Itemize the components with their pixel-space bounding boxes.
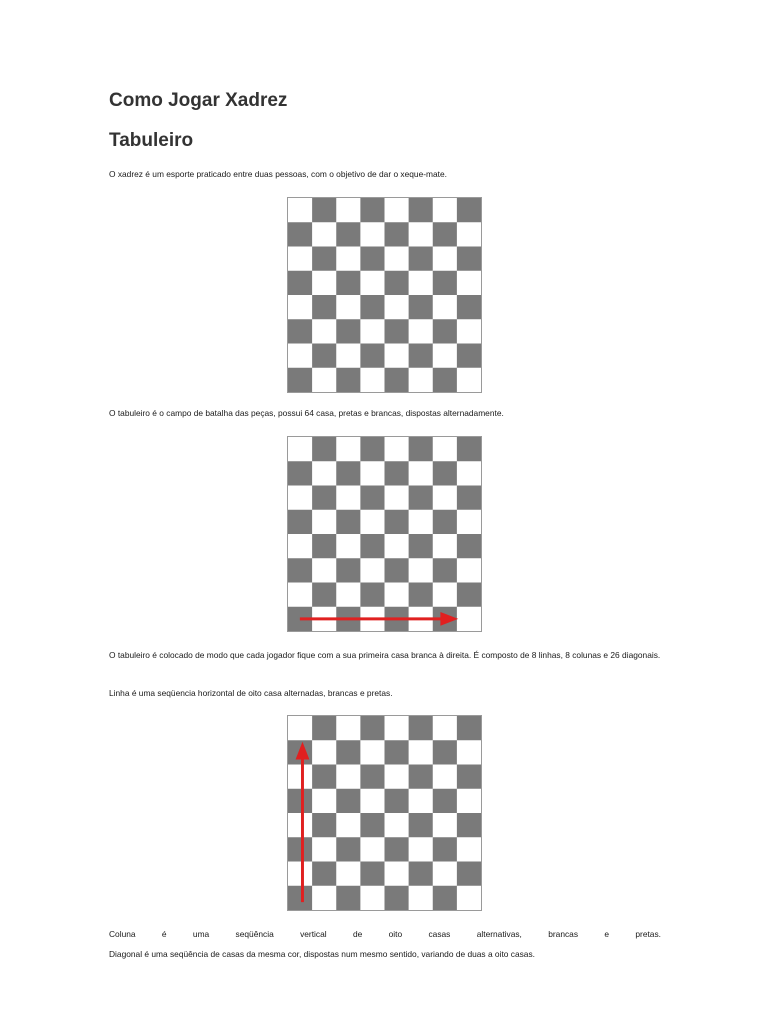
dark-square xyxy=(360,765,384,790)
dark-square xyxy=(288,368,312,392)
dark-square xyxy=(336,368,360,392)
light-square xyxy=(385,765,409,790)
light-square xyxy=(457,886,481,910)
light-square xyxy=(288,813,312,838)
light-square xyxy=(312,558,336,583)
dark-square xyxy=(336,461,360,486)
dark-square xyxy=(312,534,336,559)
light-square xyxy=(312,740,336,765)
dark-square xyxy=(360,534,384,559)
dark-square xyxy=(336,222,360,247)
dark-square xyxy=(385,222,409,247)
dark-square xyxy=(360,862,384,887)
dark-square xyxy=(288,222,312,247)
light-square xyxy=(336,862,360,887)
light-square xyxy=(433,765,457,790)
column-word: Coluna xyxy=(109,929,136,939)
dark-square xyxy=(360,344,384,369)
light-square xyxy=(336,344,360,369)
light-square xyxy=(336,437,360,462)
light-square xyxy=(288,295,312,320)
column-word: e xyxy=(604,929,610,939)
light-square xyxy=(433,437,457,462)
light-square xyxy=(360,368,384,392)
light-square xyxy=(409,558,433,583)
light-square xyxy=(433,295,457,320)
column-word: de xyxy=(352,929,363,939)
light-square xyxy=(385,344,409,369)
paragraph-column xyxy=(109,929,661,939)
light-square xyxy=(409,740,433,765)
light-square xyxy=(385,583,409,608)
light-square xyxy=(385,534,409,559)
light-square xyxy=(433,716,457,741)
light-square xyxy=(288,534,312,559)
dark-square xyxy=(409,765,433,790)
dark-square xyxy=(433,368,457,392)
dark-square xyxy=(288,558,312,583)
dark-square xyxy=(457,344,481,369)
light-square xyxy=(360,886,384,910)
light-square xyxy=(312,510,336,535)
paragraph-placement: O tabuleiro é colocado de modo que cada jogador fique com a sua primeira casa branca à direita. É composto de 8 linhas, 8 colunas e 26 diagonais. xyxy=(109,650,661,660)
dark-square xyxy=(336,837,360,862)
dark-square xyxy=(360,486,384,511)
dark-square xyxy=(312,198,336,223)
light-square xyxy=(457,319,481,344)
light-square xyxy=(336,583,360,608)
paragraph-line: Linha é uma seqüencia horizontal de oito casa alternadas, brancas e pretas. xyxy=(109,688,393,698)
dark-square xyxy=(336,886,360,910)
dark-square xyxy=(312,583,336,608)
light-square xyxy=(312,368,336,392)
dark-square xyxy=(457,198,481,223)
dark-square xyxy=(360,295,384,320)
light-square xyxy=(312,271,336,296)
light-square xyxy=(409,271,433,296)
light-square xyxy=(433,198,457,223)
dark-square xyxy=(385,789,409,814)
dark-square xyxy=(312,862,336,887)
dark-square xyxy=(312,716,336,741)
dark-square xyxy=(288,461,312,486)
dark-square xyxy=(409,716,433,741)
light-square xyxy=(288,198,312,223)
light-square xyxy=(409,837,433,862)
dark-square xyxy=(385,510,409,535)
dark-square xyxy=(433,837,457,862)
dark-square xyxy=(433,886,457,910)
dark-square xyxy=(433,789,457,814)
light-square xyxy=(336,198,360,223)
light-square xyxy=(360,558,384,583)
light-square xyxy=(360,271,384,296)
dark-square xyxy=(288,319,312,344)
dark-square xyxy=(433,222,457,247)
dark-square xyxy=(312,247,336,272)
light-square xyxy=(336,534,360,559)
light-square xyxy=(433,813,457,838)
light-square xyxy=(288,862,312,887)
light-square xyxy=(409,368,433,392)
light-square xyxy=(288,583,312,608)
dark-square xyxy=(288,510,312,535)
dark-square xyxy=(409,862,433,887)
dark-square xyxy=(433,558,457,583)
light-square xyxy=(336,247,360,272)
light-square xyxy=(457,607,481,631)
dark-square xyxy=(336,510,360,535)
column-word: casas xyxy=(428,929,451,939)
light-square xyxy=(433,583,457,608)
light-square xyxy=(288,344,312,369)
dark-square xyxy=(360,716,384,741)
light-square xyxy=(433,862,457,887)
paragraph-diagonal: Diagonal é uma seqüência de casas da mesma cor, dispostas num mesmo sentido, variando de duas a oito casas. xyxy=(109,949,535,959)
dark-square xyxy=(336,789,360,814)
dark-square xyxy=(457,765,481,790)
dark-square xyxy=(457,862,481,887)
dark-square xyxy=(385,461,409,486)
light-square xyxy=(409,789,433,814)
dark-square xyxy=(336,740,360,765)
dark-square xyxy=(409,437,433,462)
column-word: é xyxy=(161,929,167,939)
light-square xyxy=(360,461,384,486)
chessboard-image-3 xyxy=(287,715,482,911)
light-square xyxy=(385,862,409,887)
dark-square xyxy=(457,583,481,608)
light-square xyxy=(336,486,360,511)
light-square xyxy=(457,461,481,486)
column-word: pretas. xyxy=(635,929,661,939)
dark-square xyxy=(457,486,481,511)
dark-square xyxy=(433,740,457,765)
dark-square xyxy=(312,486,336,511)
dark-square xyxy=(385,319,409,344)
dark-square xyxy=(457,437,481,462)
light-square xyxy=(360,319,384,344)
dark-square xyxy=(457,716,481,741)
light-square xyxy=(385,437,409,462)
dark-square xyxy=(457,295,481,320)
light-square xyxy=(433,534,457,559)
chessboard-image-1 xyxy=(287,197,482,393)
column-word: brancas xyxy=(548,929,579,939)
light-square xyxy=(336,813,360,838)
dark-square xyxy=(288,837,312,862)
light-square xyxy=(457,740,481,765)
dark-square xyxy=(457,813,481,838)
dark-square xyxy=(409,295,433,320)
light-square xyxy=(288,486,312,511)
light-square xyxy=(312,222,336,247)
dark-square xyxy=(336,558,360,583)
light-square xyxy=(457,558,481,583)
light-square xyxy=(385,247,409,272)
light-square xyxy=(312,837,336,862)
light-square xyxy=(288,765,312,790)
dark-square xyxy=(288,886,312,910)
section-heading: Tabuleiro xyxy=(109,130,194,151)
light-square xyxy=(457,271,481,296)
light-square xyxy=(433,247,457,272)
dark-square xyxy=(360,813,384,838)
dark-square xyxy=(409,583,433,608)
dark-square xyxy=(385,886,409,910)
dark-square xyxy=(312,344,336,369)
column-word: vertical xyxy=(300,929,327,939)
dark-square xyxy=(336,319,360,344)
chessboard-svg-2 xyxy=(288,437,481,631)
dark-square xyxy=(288,789,312,814)
page-title: Como Jogar Xadrez xyxy=(109,90,288,111)
light-square xyxy=(360,510,384,535)
light-square xyxy=(409,319,433,344)
light-square xyxy=(433,486,457,511)
column-word: alternativas, xyxy=(476,929,522,939)
column-word: uma xyxy=(192,929,210,939)
light-square xyxy=(312,886,336,910)
column-word: oito xyxy=(388,929,403,939)
dark-square xyxy=(433,510,457,535)
dark-square xyxy=(360,247,384,272)
light-square xyxy=(409,886,433,910)
dark-square xyxy=(312,437,336,462)
dark-square xyxy=(288,271,312,296)
dark-square xyxy=(312,765,336,790)
light-square xyxy=(457,368,481,392)
dark-square xyxy=(409,813,433,838)
dark-square xyxy=(336,271,360,296)
light-square xyxy=(312,319,336,344)
light-square xyxy=(409,510,433,535)
dark-square xyxy=(312,813,336,838)
dark-square xyxy=(385,368,409,392)
dark-square xyxy=(433,461,457,486)
light-square xyxy=(433,344,457,369)
dark-square xyxy=(385,271,409,296)
light-square xyxy=(385,198,409,223)
light-square xyxy=(360,740,384,765)
light-square xyxy=(336,765,360,790)
dark-square xyxy=(409,534,433,559)
column-word: seqüência xyxy=(235,929,274,939)
light-square xyxy=(312,461,336,486)
dark-square xyxy=(433,271,457,296)
light-square xyxy=(385,813,409,838)
light-square xyxy=(409,222,433,247)
dark-square xyxy=(409,247,433,272)
light-square xyxy=(360,222,384,247)
paragraph-board: O tabuleiro é o campo de batalha das peças, possui 64 casa, pretas e brancas, dispostas alternadamente. xyxy=(109,408,504,418)
light-square xyxy=(409,461,433,486)
chessboard-image-2 xyxy=(287,436,482,632)
light-square xyxy=(336,716,360,741)
chessboard-svg-1 xyxy=(288,198,481,392)
dark-square xyxy=(409,486,433,511)
dark-square xyxy=(385,740,409,765)
light-square xyxy=(336,295,360,320)
light-square xyxy=(457,837,481,862)
light-square xyxy=(457,222,481,247)
dark-square xyxy=(409,344,433,369)
dark-square xyxy=(433,319,457,344)
light-square xyxy=(288,247,312,272)
dark-square xyxy=(360,437,384,462)
light-square xyxy=(385,716,409,741)
paragraph-intro: O xadrez é um esporte praticado entre duas pessoas, com o objetivo de dar o xeque-mate. xyxy=(109,169,447,179)
dark-square xyxy=(457,534,481,559)
light-square xyxy=(312,789,336,814)
light-square xyxy=(385,486,409,511)
dark-square xyxy=(360,198,384,223)
dark-square xyxy=(385,837,409,862)
dark-square xyxy=(457,247,481,272)
light-square xyxy=(457,789,481,814)
chessboard-svg-3 xyxy=(288,716,481,910)
dark-square xyxy=(360,583,384,608)
light-square xyxy=(288,437,312,462)
light-square xyxy=(360,789,384,814)
light-square xyxy=(457,510,481,535)
light-square xyxy=(360,837,384,862)
dark-square xyxy=(385,558,409,583)
dark-square xyxy=(409,198,433,223)
dark-square xyxy=(312,295,336,320)
light-square xyxy=(385,295,409,320)
light-square xyxy=(288,716,312,741)
